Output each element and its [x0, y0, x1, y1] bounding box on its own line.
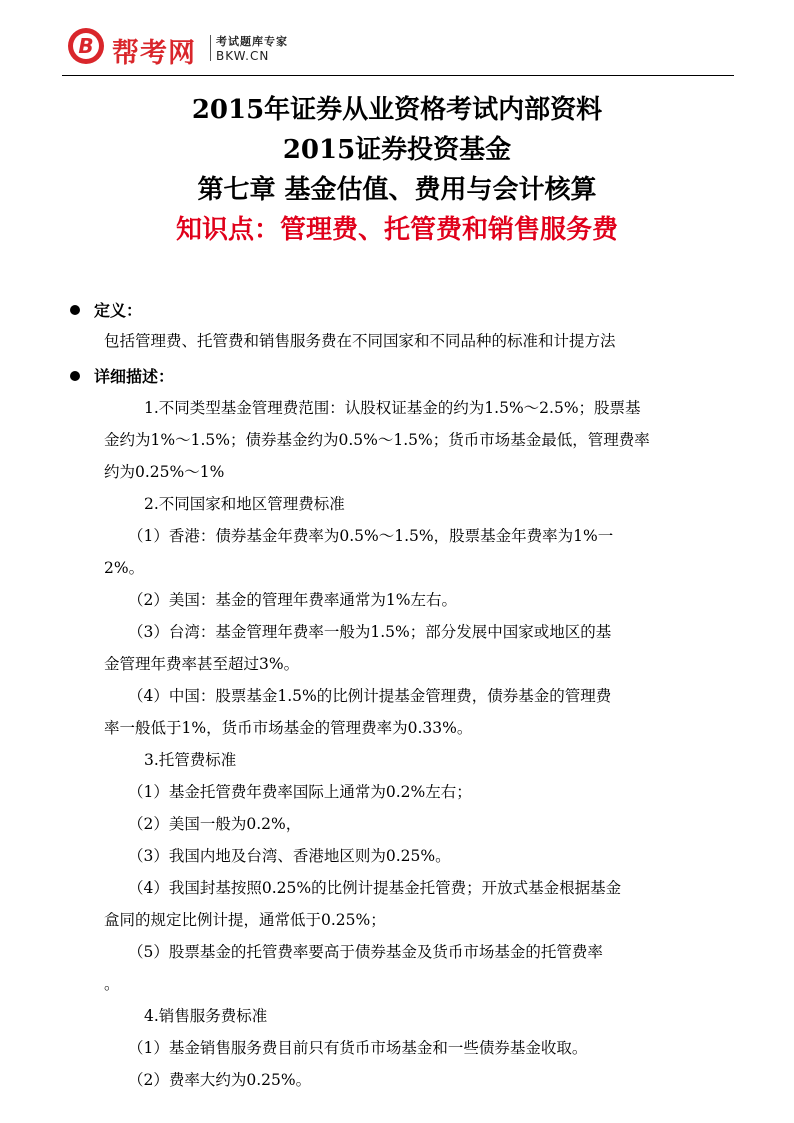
body-line: 1.不同类型基金管理费范围：认股权证基金的约为1.5%～2.5%；股票基	[144, 399, 641, 417]
body-line: （4）我国封基按照0.25%的比例计提基金托管费；开放式基金根据基金	[128, 879, 622, 897]
brand-name: 帮考网	[112, 38, 196, 69]
detail-heading: 详细描述：	[70, 364, 174, 387]
doc-title: 2015年证券从业资格考试内部资料	[191, 95, 603, 125]
definition-heading: 定义：	[70, 298, 142, 321]
page-header	[62, 22, 734, 72]
body-line: 。	[104, 975, 120, 993]
body-line: （2）美国：基金的管理年费率通常为1%左右。	[128, 591, 457, 609]
body-line: 约为0.25%～1%	[104, 463, 225, 481]
brand-tagline: 考试题库专家	[216, 35, 288, 48]
body-line: 3.托管费标准	[144, 751, 237, 769]
body-line: （2）美国一般为0.2%，	[128, 815, 302, 833]
body-line: 盒同的规定比例计提，通常低于0.25%；	[104, 911, 386, 929]
body-line: 金管理年费率甚至超过3%。	[104, 655, 300, 673]
header-divider	[62, 75, 734, 76]
body-line: 金约为1%～1.5%；债券基金约为0.5%～1.5%；货币市场基金最低，管理费率	[104, 431, 650, 449]
body-line: 4.销售服务费标准	[144, 1007, 268, 1025]
svg-text:B: B	[78, 34, 94, 58]
bkw-logo-icon	[66, 26, 106, 66]
body-line: 2.不同国家和地区管理费标准	[144, 495, 345, 513]
body-line: （1）基金销售服务费目前只有货币市场基金和一些债券基金收取。	[128, 1039, 588, 1057]
body-line: （1）香港：债券基金年费率为0.5%～1.5%，股票基金年费率为1%一	[128, 527, 614, 545]
body-line: 率一般低于1%，货币市场基金的管理费率为0.33%。	[104, 719, 473, 737]
body-line: （3）台湾：基金管理年费率一般为1.5%；部分发展中国家或地区的基	[128, 623, 612, 641]
chapter-title: 第七章 基金估值、费用与会计核算	[197, 175, 597, 205]
body-line: （1）基金托管费年费率国际上通常为0.2%左右；	[128, 783, 472, 801]
title-block	[0, 90, 794, 250]
body-line: （4）中国：股票基金1.5%的比例计提基金管理费，债券基金的管理费	[128, 687, 612, 705]
bullet-icon	[70, 371, 80, 381]
body-line: （3）我国内地及台湾、香港地区则为0.25%。	[128, 847, 451, 865]
body-line: （2）费率大约为0.25%。	[128, 1071, 312, 1089]
body-line: 2%。	[104, 559, 145, 577]
bullet-icon	[70, 305, 80, 315]
brand-divider	[210, 35, 211, 61]
body-line: （5）股票基金的托管费率要高于债券基金及货币市场基金的托管费率	[128, 943, 603, 961]
definition-text: 包括管理费、托管费和销售服务费在不同国家和不同品种的标准和计提方法	[104, 332, 616, 350]
doc-subtitle: 2015证券投资基金	[282, 135, 512, 165]
knowledge-point-title: 知识点：管理费、托管费和销售服务费	[175, 215, 618, 245]
brand-url: BKW.CN	[216, 49, 270, 63]
